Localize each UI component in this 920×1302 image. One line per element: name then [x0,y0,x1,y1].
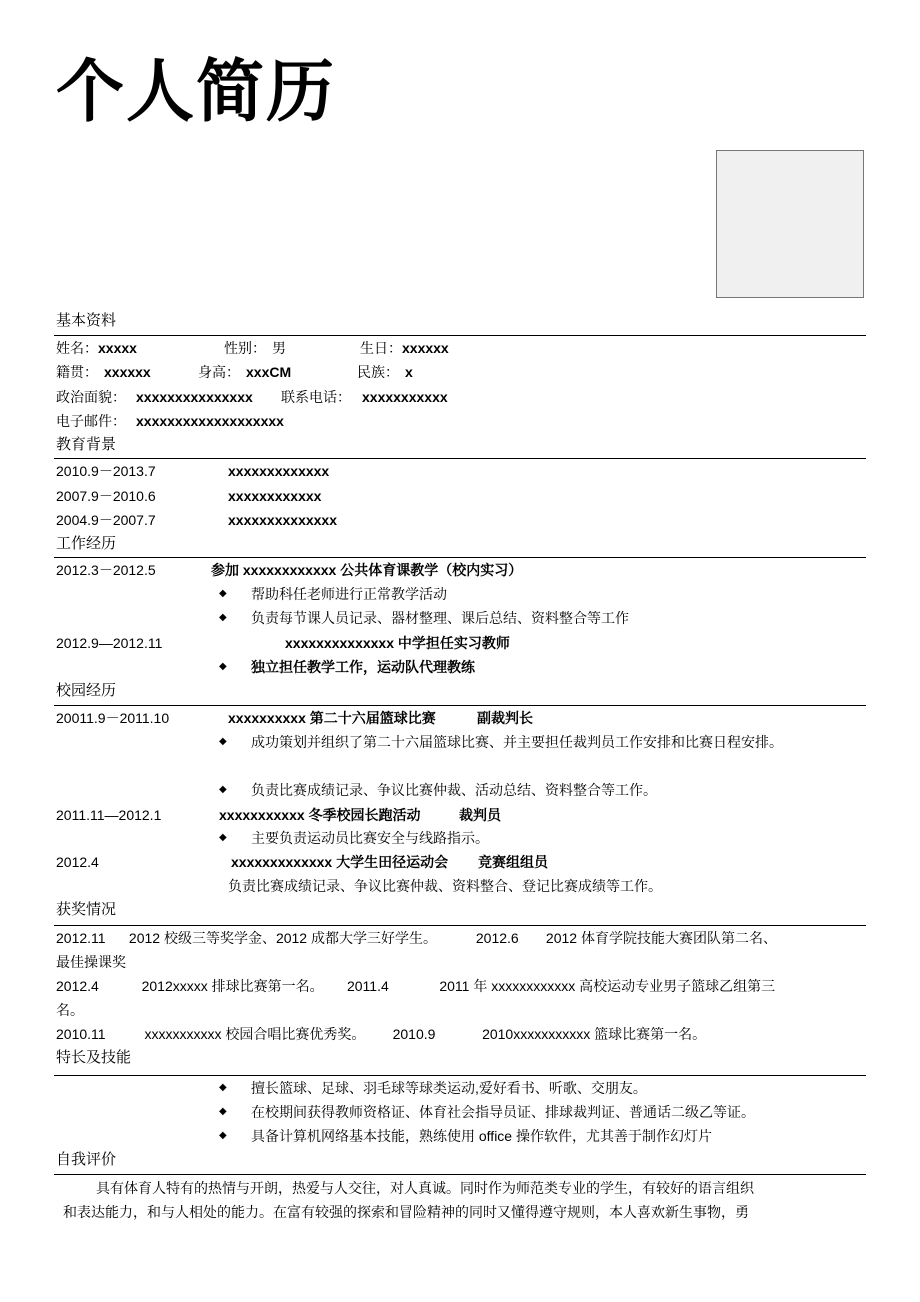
bullet-icon: ◆ [219,661,227,672]
campus-bullet: 负责比赛成绩记录、争议比赛仲裁、活动总结、资料整合等工作。 [251,782,657,798]
education-period: 2004.9－2007.7 [56,512,156,528]
education-period: 2007.9－2010.6 [56,488,156,504]
gender-value: 男 [272,340,286,356]
page-title: 个人简历 [56,52,337,132]
height-value: xxxCM [246,364,292,380]
bullet-icon: ◆ [219,1106,227,1117]
education-period: 2010.9－2013.7 [56,463,156,479]
birthday-value: xxxxxx [402,340,449,356]
campus-desc: 负责比赛成绩记录、争议比赛仲裁、资料整合、登记比赛成绩等工作。 [228,878,662,894]
political-label: 政治面貌： [56,389,126,405]
skill-item: 在校期间获得教师资格证、体育社会指导员证、排球裁判证、普通话二级乙等证。 [251,1104,755,1120]
skill-item: 擅长篮球、足球、羽毛球等球类运动,爱好看书、听歌、交朋友。 [251,1080,647,1096]
campus-title: xxxxxxxxxxxxx 大学生田径运动会 [231,854,449,870]
divider [54,1075,866,1076]
education-school: xxxxxxxxxxxx [228,488,322,504]
campus-period: 2011.11—2012.1 [56,807,162,823]
bullet-icon: ◆ [219,1082,227,1093]
campus-period: 2012.4 [56,854,99,870]
divider [54,335,866,336]
email-label: 电子邮件： [56,413,126,429]
divider [54,458,866,459]
bullet-icon: ◆ [219,612,227,623]
campus-period: 20011.9－2011.10 [56,710,170,726]
height-label: 身高： [198,364,240,380]
award-line: 名。 [56,1002,84,1018]
campus-bullet: 成功策划并组织了第二十六届篮球比赛、并主要担任裁判员工作安排和比赛日程安排。 [251,734,783,750]
education-school: xxxxxxxxxxxxxx [228,512,338,528]
bullet-icon: ◆ [219,784,227,795]
divider [54,557,866,558]
award-line: 2012.11 2012 校级三等奖学金、2012 成都大学三好学生。 2012.6 2012 体育学院技能大赛团队第二名、 [56,930,777,946]
work-bullet: 独立担任教学工作，运动队代理教练 [251,659,475,675]
work-period: 2012.3－2012.5 [56,562,156,578]
native-label: 籍贯： [56,364,98,380]
photo-placeholder [716,150,864,298]
name-value: xxxxx [98,340,137,356]
campus-bullet: 主要负责运动员比赛安全与线路指示。 [251,830,489,846]
campus-title: xxxxxxxxxxx 冬季校园长跑活动 [219,807,421,823]
bullet-icon: ◆ [219,1130,227,1141]
campus-role: 竞赛组组员 [478,854,548,870]
ethnic-value: x [405,364,413,380]
award-line: 2012.4 2012xxxxx 排球比赛第一名。 2011.4 2011 年 xxxxxxxxxxxx 高校运动专业男子篮球乙组第三 [56,978,776,994]
email-value: xxxxxxxxxxxxxxxxxxx [136,413,284,429]
work-title: xxxxxxxxxxxxxx 中学担任实习教师 [285,635,510,651]
birthday-label: 生日： [360,340,402,356]
education-school: xxxxxxxxxxxxx [228,463,330,479]
name-label: 姓名： [56,340,98,356]
native-value: xxxxxx [104,364,151,380]
section-heading-work: 工作经历 [56,535,117,552]
section-heading-basic: 基本资料 [56,312,117,329]
section-heading-education: 教育背景 [56,436,117,453]
ethnic-label: 民族： [357,364,399,380]
bullet-icon: ◆ [219,832,227,843]
bullet-icon: ◆ [219,588,227,599]
divider [54,705,866,706]
self-eval-line: 和表达能力，和与人相处的能力。在富有较强的探索和冒险精神的同时又懂得遵守规则，本人喜欢新生事物，勇 [63,1204,749,1220]
section-heading-self: 自我评价 [56,1151,117,1168]
gender-label: 性别： [224,340,266,356]
award-line: 2010.11 xxxxxxxxxxx 校园合唱比赛优秀奖。 2010.9 2010xxxxxxxxxxx 篮球比赛第一名。 [56,1026,707,1042]
work-title: 参加 xxxxxxxxxxxx 公共体育课教学（校内实习） [211,562,523,578]
work-bullet: 帮助科任老师进行正常教学活动 [251,586,447,602]
bullet-icon: ◆ [219,736,227,747]
section-heading-awards: 获奖情况 [56,901,117,918]
campus-role: 副裁判长 [477,710,533,726]
campus-role: 裁判员 [459,807,501,823]
phone-value: xxxxxxxxxxx [362,389,448,405]
campus-title: xxxxxxxxxx 第二十六届篮球比赛 [228,710,436,726]
work-bullet: 负责每节课人员记录、器材整理、课后总结、资料整合等工作 [251,610,629,626]
section-heading-campus: 校园经历 [56,682,117,699]
section-heading-skills: 特长及技能 [56,1049,132,1066]
skill-item: 具备计算机网络基本技能，熟练使用 office 操作软件，尤其善于制作幻灯片 [251,1128,712,1144]
phone-label: 联系电话： [281,389,351,405]
self-eval-line: 具有体育人特有的热情与开朗，热爱与人交往，对人真诚。同时作为师范类专业的学生，有较好的语言组织 [96,1180,754,1196]
award-line: 最佳操课奖 [56,954,126,970]
political-value: xxxxxxxxxxxxxxx [136,389,253,405]
divider [54,1174,866,1175]
work-period: 2012.9—2012.11 [56,635,163,651]
divider [54,925,866,926]
